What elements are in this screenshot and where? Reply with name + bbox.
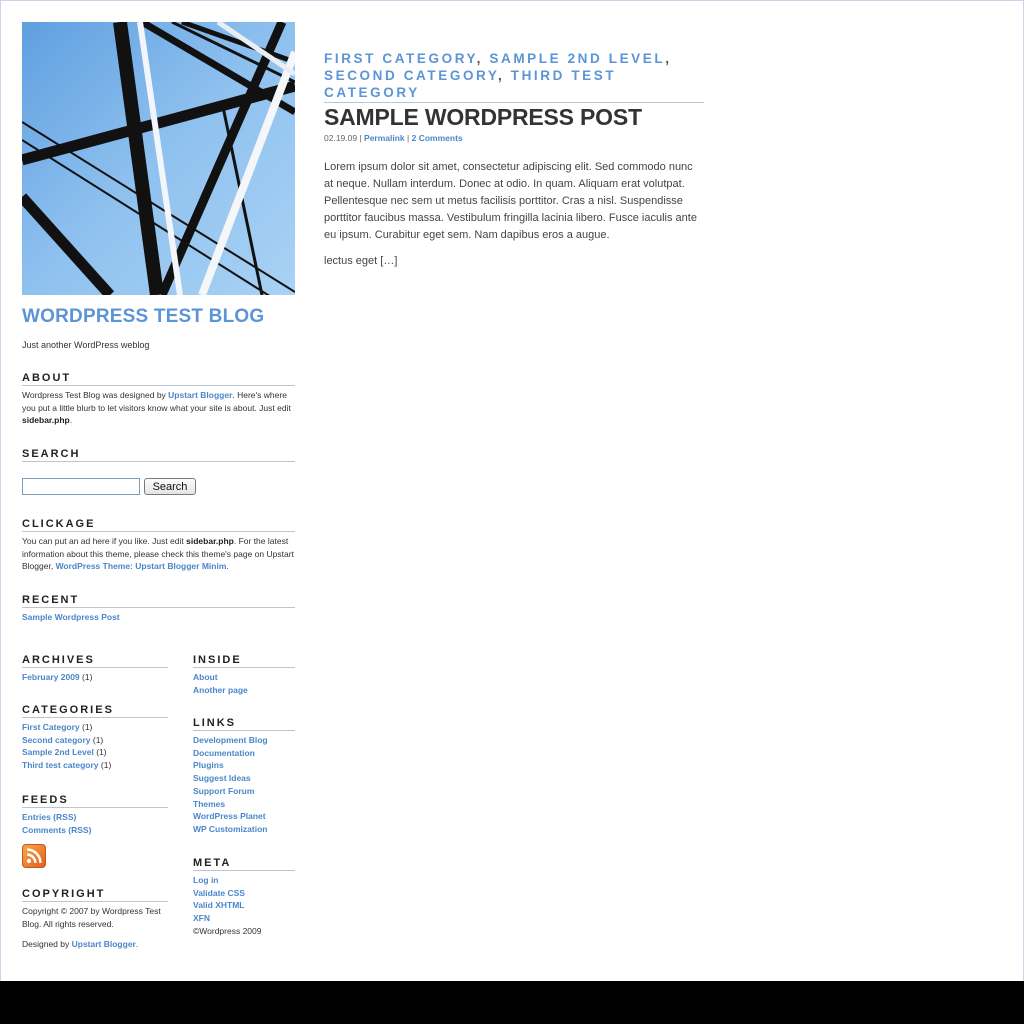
links-list	[193, 734, 295, 836]
category-count: (1)	[100, 760, 112, 771]
search-form	[22, 478, 196, 495]
category-link[interactable]: Third test category	[22, 760, 99, 771]
clickage-widget	[22, 518, 295, 573]
rss-icon[interactable]	[22, 844, 46, 868]
list-item	[193, 747, 295, 760]
about-file-name: sidebar.php	[22, 415, 70, 426]
footer-bar	[0, 981, 1024, 1024]
list-item	[22, 824, 168, 837]
search-button[interactable]: Search	[144, 478, 196, 495]
meta-widget	[193, 857, 295, 938]
blogroll-link[interactable]: Themes	[193, 798, 226, 809]
category-link[interactable]: Sample 2nd Level	[22, 747, 94, 758]
list-item	[193, 671, 295, 684]
copyright-widget	[22, 888, 168, 951]
clickage-title: CLICKAGE	[22, 518, 295, 532]
blog-tagline: Just another WordPress weblog	[22, 340, 150, 350]
category-count: (1)	[92, 734, 104, 745]
list-item	[22, 671, 168, 684]
about-page-link[interactable]: About	[193, 672, 218, 682]
archive-link[interactable]: February 2009	[22, 672, 80, 682]
archives-list	[22, 671, 168, 684]
category-separator: ,	[476, 51, 490, 66]
category-separator: ,	[498, 68, 511, 83]
entries-rss-link[interactable]: Entries (RSS)	[22, 812, 77, 822]
category-count: (1)	[96, 747, 107, 758]
designed-by-end: .	[135, 939, 139, 950]
list-item	[193, 823, 295, 836]
designed-by-label: Designed by	[22, 939, 72, 950]
category-count: (1)	[82, 722, 93, 732]
search-title: SEARCH	[22, 448, 295, 462]
header-image	[22, 22, 295, 295]
post-date: 02.19.09	[324, 133, 358, 143]
list-item	[22, 746, 168, 759]
links-title: LINKS	[193, 717, 295, 731]
list-item	[193, 810, 295, 823]
list-item	[22, 734, 168, 747]
list-item	[22, 811, 168, 824]
about-text-part: . Here's where you put a little blurb to let visitors know what your site is about. Just edit	[22, 390, 291, 413]
recent-widget	[22, 594, 295, 624]
categories-list	[22, 721, 168, 772]
about-text-part: .	[69, 415, 73, 426]
category-link[interactable]: First Category	[22, 722, 80, 732]
designed-by	[22, 938, 168, 951]
feeds-list	[22, 811, 168, 836]
clickage-text-part: .	[226, 561, 229, 572]
inside-title: INSIDE	[193, 654, 295, 668]
about-widget	[22, 372, 295, 427]
login-link[interactable]: Log in	[193, 875, 219, 885]
search-input[interactable]	[22, 478, 140, 495]
feeds-widget	[22, 794, 168, 836]
theme-page-link[interactable]: WordPress Theme: Upstart Blogger Minim	[55, 561, 227, 572]
about-title: ABOUT	[22, 372, 295, 386]
list-item	[193, 684, 295, 697]
post-category-link[interactable]: FIRST CATEGORY	[324, 51, 477, 66]
meta-title: META	[193, 857, 295, 871]
designer-link[interactable]: Upstart Blogger	[71, 939, 136, 950]
xfn-link[interactable]: XFN	[193, 913, 210, 924]
categories-widget	[22, 704, 168, 772]
links-widget	[193, 717, 295, 836]
inside-widget	[193, 654, 295, 696]
list-item[interactable]	[22, 611, 295, 624]
recent-post-link[interactable]: Sample Wordpress Post	[22, 612, 120, 622]
post-category-link[interactable]: THIRD TEST CATEGORY	[324, 68, 617, 100]
post-meta: 02.19.09 | Permalink | 2 Comments	[324, 133, 463, 143]
post-body: Lorem ipsum dolor sit amet, consectetur adipiscing elit. Sed commodo nunc at neque. Nullam interdum. Donec at odio. In quam. Aliquam erat volutpat. Pellentesque nec sem ut metus facilisis porttitor. Cras a nisl. Suspendisse porttitor faucibus massa. Vestibulum fringilla lacinia libero. Fusce iaculis ante eu ipsum. Curabitur eget sem. Nam dapibus eros a augue.	[324, 161, 697, 241]
blog-title[interactable]: WORDPRESS TEST BLOG	[22, 306, 265, 327]
clickage-text-part: You can put an ad here if you like. Just edit	[22, 536, 187, 546]
recent-title: RECENT	[22, 594, 295, 608]
recent-list	[22, 611, 295, 624]
blogroll-link[interactable]: Support Forum	[193, 785, 255, 796]
upstart-blogger-link[interactable]: Upstart Blogger	[168, 390, 233, 400]
list-item	[193, 772, 295, 785]
post-title[interactable]: SAMPLE WORDPRESS POST	[324, 104, 642, 130]
copyright-text: Copyright © 2007 by Wordpress Test Blog. All rights reserved.	[22, 906, 161, 929]
clickage-file-name: sidebar.php	[186, 536, 234, 546]
categories-title: CATEGORIES	[22, 704, 168, 718]
comments-rss-link[interactable]: Comments (RSS)	[22, 824, 92, 835]
category-link[interactable]: Second category	[22, 734, 91, 745]
list-item	[193, 785, 295, 798]
post	[324, 50, 704, 267]
another-page-link[interactable]: Another page	[193, 684, 248, 695]
list-item	[193, 899, 295, 912]
list-item	[193, 887, 295, 900]
archive-count: (1)	[82, 672, 93, 682]
feeds-title: FEEDS	[22, 794, 168, 808]
blogroll-link[interactable]: Documentation	[193, 747, 255, 758]
list-item	[193, 912, 295, 925]
copyright-title: COPYRIGHT	[22, 888, 168, 902]
archives-widget	[22, 654, 168, 684]
clickage-text-part: . For the latest information about this theme, please check this theme's page on Upstart Blogger,	[22, 536, 294, 572]
about-text	[22, 389, 295, 427]
list-item	[22, 721, 168, 734]
permalink-link[interactable]: Permalink	[364, 133, 405, 143]
list-item	[193, 798, 295, 811]
list-item	[22, 759, 168, 772]
search-widget	[22, 448, 295, 465]
post-categories	[324, 50, 704, 103]
about-text-part: Wordpress Test Blog was designed by	[22, 390, 169, 400]
post-category-link[interactable]: SECOND CATEGORY	[324, 68, 499, 83]
post-category-link[interactable]: SAMPLE 2ND LEVEL	[489, 51, 666, 66]
blogroll-link[interactable]: Suggest Ideas	[193, 773, 251, 784]
archives-title: ARCHIVES	[22, 654, 168, 668]
valid-xhtml-link[interactable]: Valid XHTML	[193, 900, 245, 911]
clickage-text	[22, 535, 295, 573]
blogroll-link[interactable]: Plugins	[193, 760, 224, 771]
category-separator: ,	[665, 51, 672, 66]
list-item	[193, 759, 295, 772]
inside-list	[193, 671, 295, 696]
meta-list	[193, 874, 295, 938]
post-excerpt-more: lectus eget […]	[324, 255, 398, 267]
list-item	[193, 874, 295, 887]
list-item	[193, 734, 295, 747]
comments-link[interactable]: 2 Comments	[411, 133, 463, 143]
validate-css-link[interactable]: Validate CSS	[193, 887, 245, 898]
blogroll-link[interactable]: Development Blog	[193, 735, 268, 745]
blogroll-link[interactable]: WP Customization	[193, 823, 268, 834]
meta-footer: ©Wordpress 2009	[193, 925, 262, 936]
blogroll-link[interactable]: WordPress Planet	[193, 811, 266, 822]
